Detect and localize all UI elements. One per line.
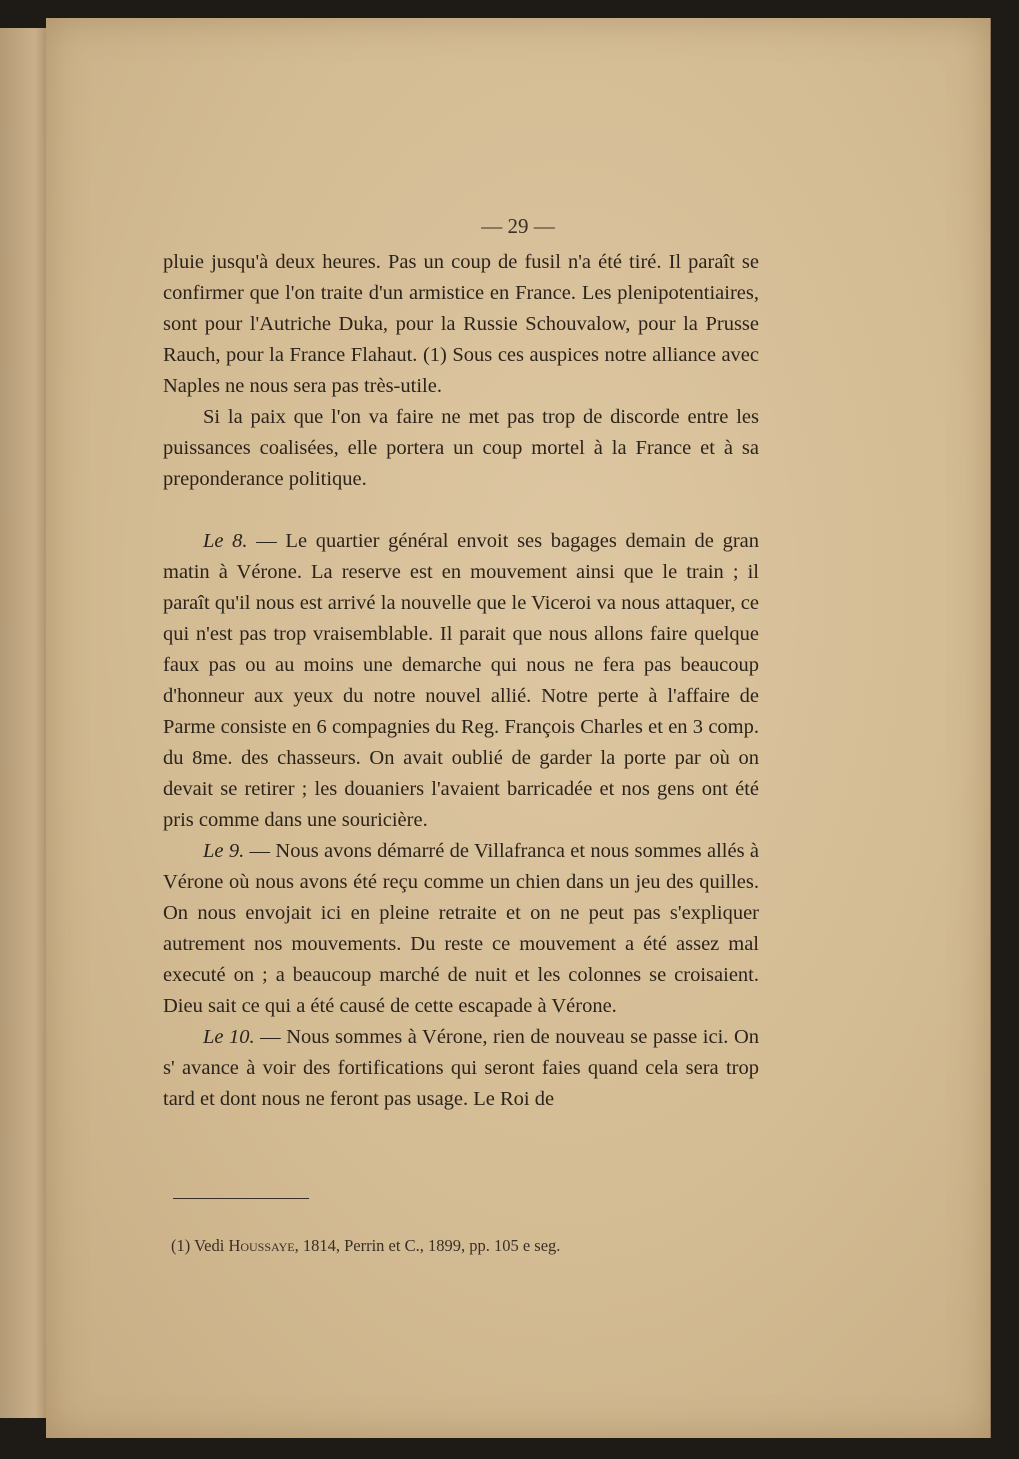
book-page — [46, 18, 991, 1438]
entry-text: — Nous avons démarré de Villafranca et nous sommes allés à Vérone où nous avons été reçu comme un chien dans un jeu des quilles. On nous envojait ici en pleine retraite et on ne peut pas s'expliquer autrement nos mouvements. Du reste ce mouvement a été assez mal executé on ; a beaucoup marché de nuit et les colonnes se croisaient. Dieu sait ce qui a été causé de cette escapade à Vérone. — [163, 840, 760, 1017]
footnote-author: Houssaye — [228, 1236, 295, 1255]
footnote — [171, 1236, 761, 1256]
page-number: — 29 — — [481, 214, 555, 238]
diary-entry-9 — [163, 836, 759, 1022]
paragraph-text: Si la paix que l'on va faire ne met pas trop de discorde entre les puissances coalisées, elle portera un coup mortel à la France et à sa preponderance politique. — [163, 406, 759, 490]
entry-text: — Le quartier général envoit ses bagages demain de gran matin à Vérone. La reserve est en mouvement ainsi que le train ; il paraît qu'il nous est arrivé la nouvelle que le Viceroi va nous attaquer, ce qui n'est pas trop vraisemblable. Il parait que nous allons faire quelque faux pas ou au moins une demarche qui nous ne fera pas beaucoup d'honneur aux yeux du notre nouvel allié. Notre perte à l'affaire de Parme consiste en 6 compagnies du Reg. François Charles et en 3 comp. du 8me. des chasseurs. On avait oublié de garder la porte par où on devait se retirer ; les douaniers l'avaient barricadée et nos gens ont été pris comme dans une souricière. — [163, 530, 759, 831]
paragraph-text: pluie jusqu'à deux heures. Pas un coup de fusil n'a été tiré. Il paraît se confirmer que l'on traite d'un armistice en France. Les plenipotentiaires, sont pour l'Autriche Duka, pour la Russie Schouvalow, pour la Prusse Rauch, pour la France Flahaut. (1) Sous ces auspices notre alliance avec Naples ne nous sera pas très-utile. — [163, 251, 759, 397]
footnote-separator — [173, 1198, 309, 1199]
body-text — [163, 247, 759, 1115]
entry-date: Le 8. — [203, 530, 248, 552]
paragraph-continuation — [163, 247, 759, 402]
footnote-prefix: (1) Vedi — [171, 1236, 229, 1255]
entry-date: Le 10. — [203, 1026, 255, 1048]
diary-entry-8 — [163, 526, 759, 836]
facing-page-edge — [0, 28, 52, 1418]
footnote-rest: , 1814, Perrin et C., 1899, pp. 105 e seg. — [294, 1236, 561, 1255]
entry-date: Le 9. — [203, 840, 245, 862]
paragraph-peace — [163, 402, 759, 495]
entry-text: — Nous sommes à Vérone, rien de nouveau se passe ici. On s' avance à voir des fortifications qui seront faies quand cela sera trop tard et dont nous ne feront pas usage. Le Roi de — [163, 1026, 759, 1110]
diary-entry-10 — [163, 1022, 759, 1115]
